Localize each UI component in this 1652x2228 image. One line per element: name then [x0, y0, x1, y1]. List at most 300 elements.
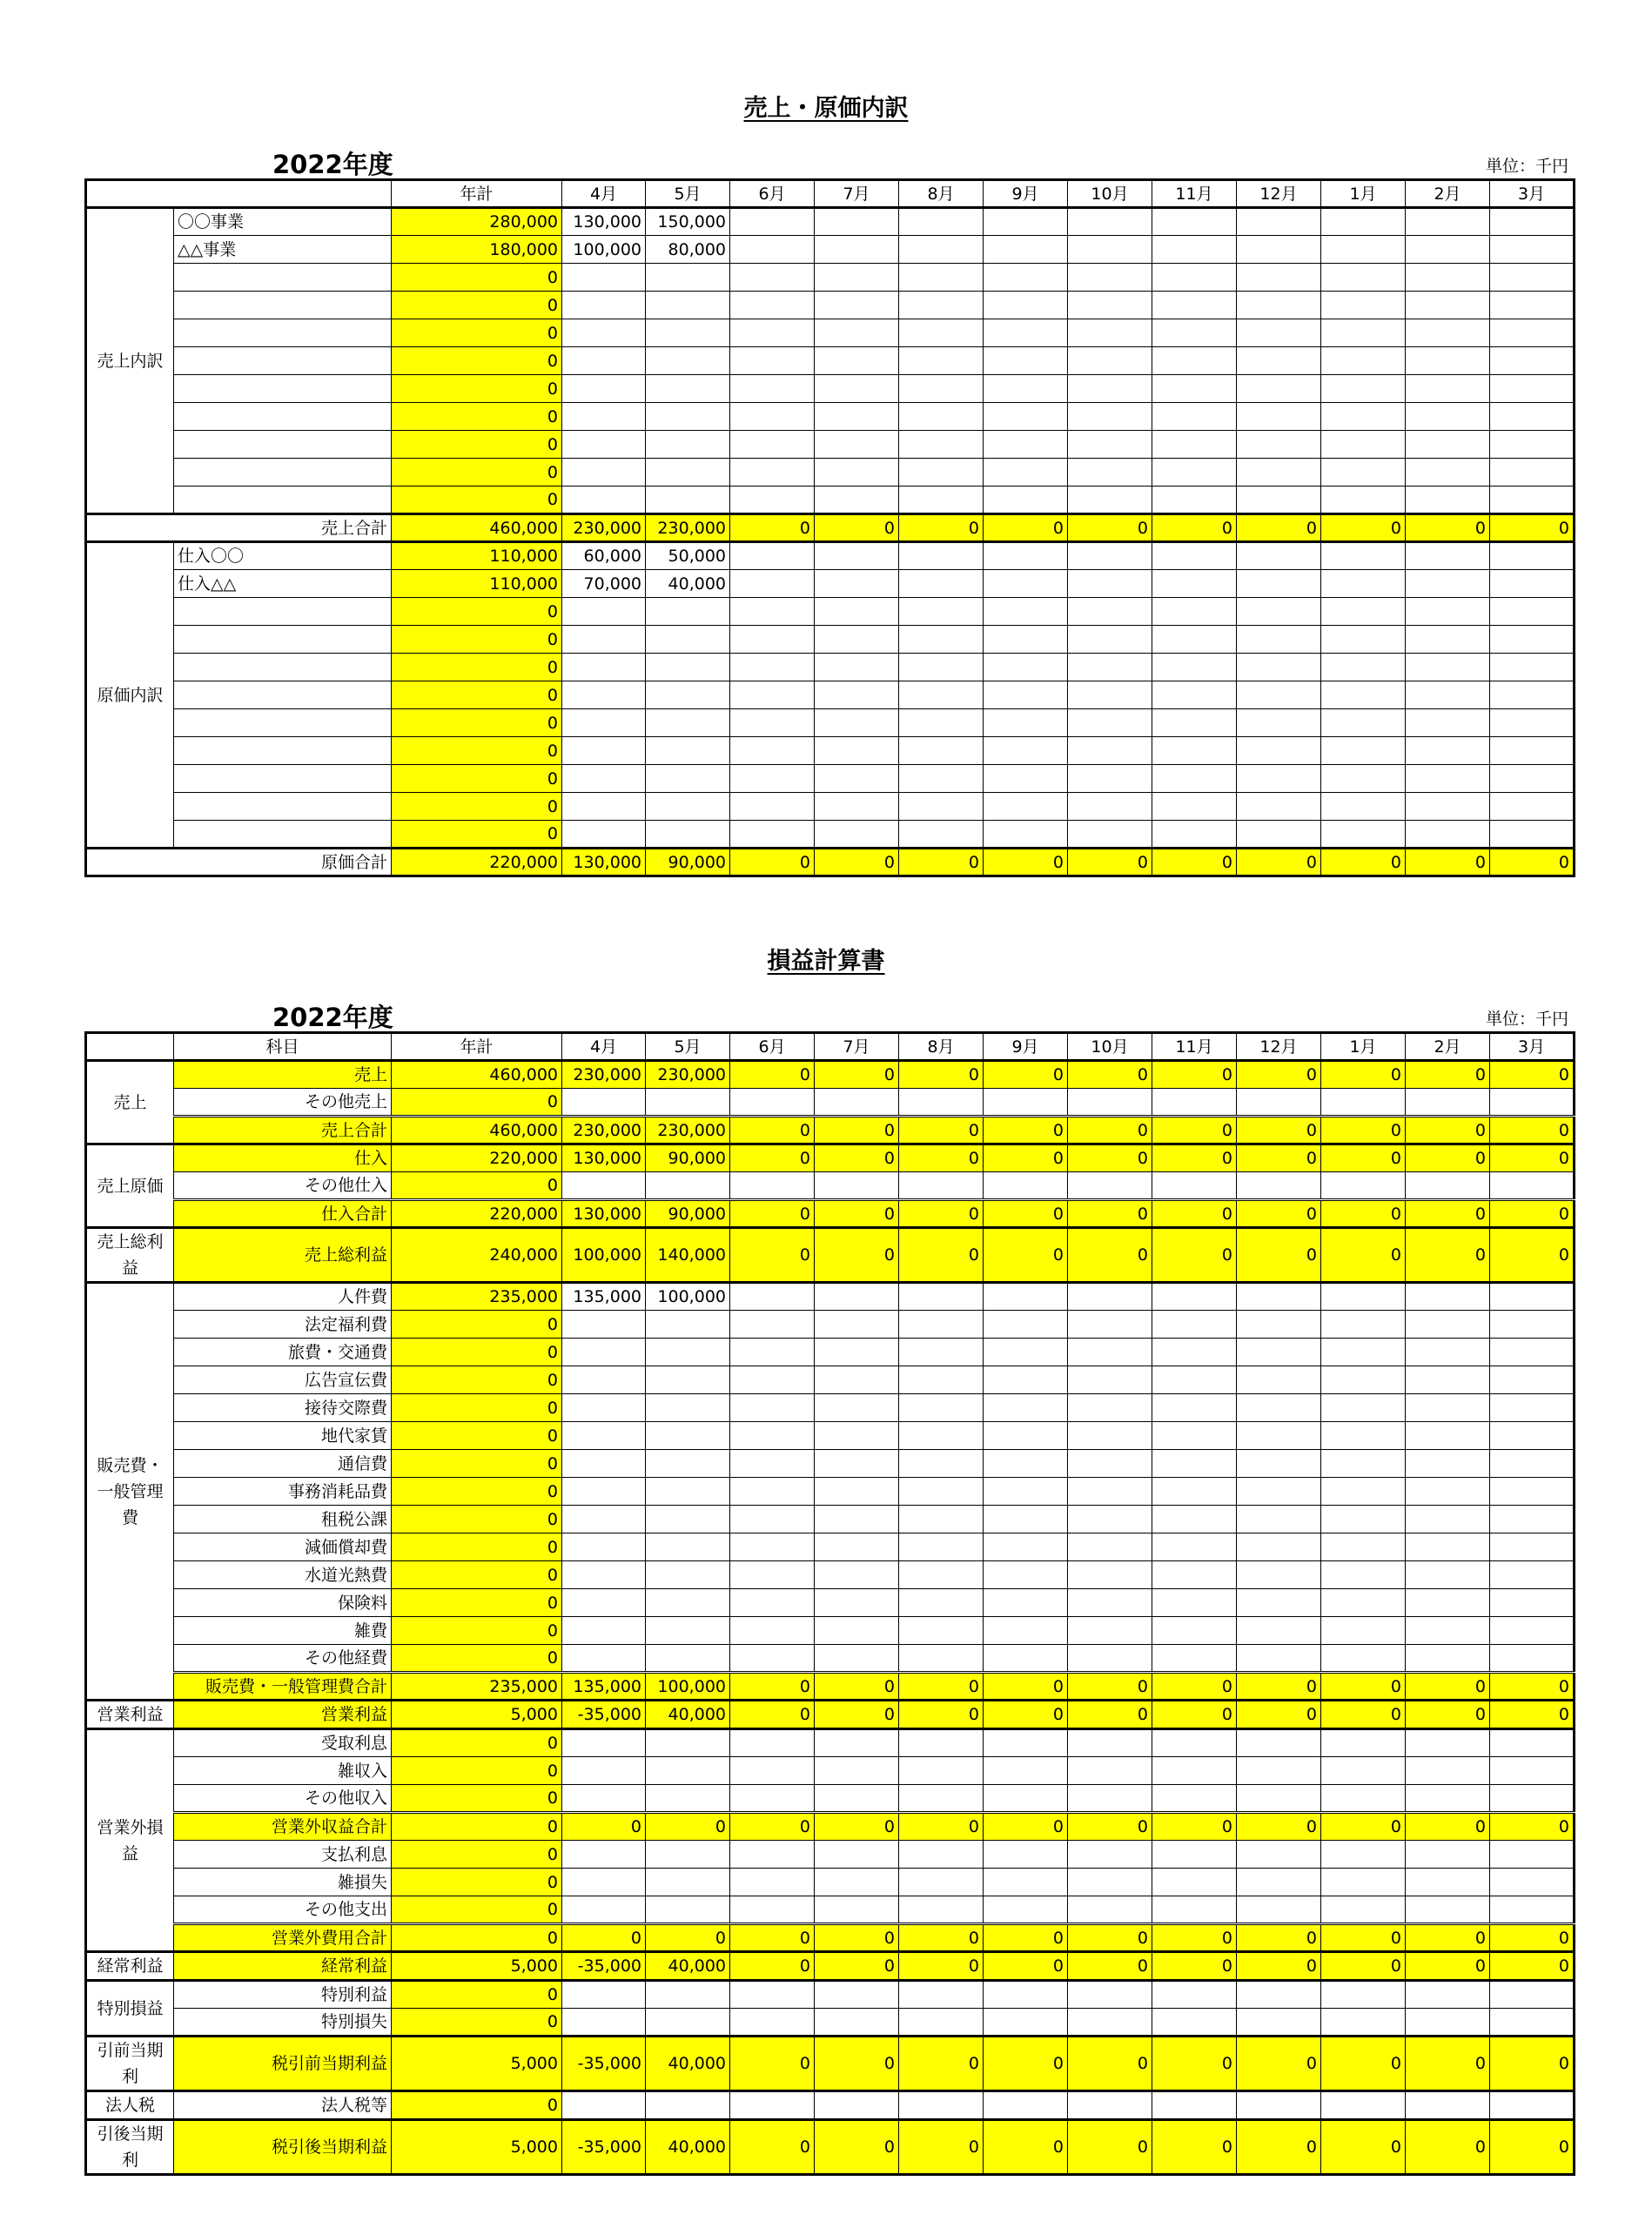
annual-total: 5,000	[392, 1952, 562, 1981]
month-value	[1068, 737, 1152, 765]
month-value	[815, 292, 899, 319]
month-value	[1237, 1533, 1321, 1561]
month-value: 0	[730, 2037, 815, 2091]
month-value	[1068, 570, 1152, 598]
item-label: 接待交際費	[174, 1394, 392, 1422]
column-header: 12月	[1237, 180, 1321, 208]
month-value	[1321, 1645, 1406, 1673]
month-value	[1321, 1729, 1406, 1757]
month-value	[1068, 1506, 1152, 1533]
annual-total: 0	[392, 487, 562, 514]
month-value	[646, 1869, 730, 1896]
month-value: 0	[1237, 1924, 1321, 1952]
month-value	[899, 2009, 984, 2037]
month-value: 0	[1490, 514, 1575, 542]
month-value	[1152, 598, 1237, 626]
month-value	[646, 487, 730, 514]
month-value	[984, 1757, 1068, 1785]
table-row	[86, 1089, 1575, 1117]
month-value	[899, 570, 984, 598]
month-value	[1321, 709, 1406, 737]
pl-title: 損益計算書	[767, 948, 885, 975]
month-value	[899, 347, 984, 375]
month-value	[899, 542, 984, 570]
month-value	[646, 1089, 730, 1117]
item-label: 広告宣伝費	[174, 1366, 392, 1394]
month-value	[815, 208, 899, 236]
month-value: 230,000	[562, 1061, 646, 1089]
month-value	[1490, 1478, 1575, 1506]
item-label	[174, 793, 392, 821]
month-value	[1237, 654, 1321, 681]
month-value	[1406, 1757, 1490, 1785]
table-row	[86, 264, 1575, 292]
month-value: 0	[1068, 1813, 1152, 1841]
month-value: 0	[1406, 2120, 1490, 2175]
month-value	[1068, 1617, 1152, 1645]
month-value	[1152, 681, 1237, 709]
month-value	[899, 1617, 984, 1645]
month-value	[562, 737, 646, 765]
month-value	[1237, 793, 1321, 821]
month-value	[1406, 821, 1490, 849]
month-value	[899, 793, 984, 821]
column-header: 1月	[1321, 1033, 1406, 1061]
month-value	[1490, 821, 1575, 849]
month-value	[1068, 1896, 1152, 1924]
month-value	[1237, 292, 1321, 319]
month-value	[646, 292, 730, 319]
month-value	[815, 1450, 899, 1478]
annual-total: 0	[392, 1172, 562, 1200]
month-value: 0	[1490, 1701, 1575, 1729]
month-value	[646, 1339, 730, 1366]
item-label: 税引前当期利益	[174, 2037, 392, 2091]
month-value	[1490, 1422, 1575, 1450]
month-value	[562, 1506, 646, 1533]
month-value	[646, 1422, 730, 1450]
month-value	[562, 598, 646, 626]
month-value	[646, 793, 730, 821]
month-value	[730, 403, 815, 431]
month-value: 100,000	[646, 1673, 730, 1701]
table-row	[86, 1813, 1575, 1841]
table-row	[86, 821, 1575, 849]
month-value	[899, 1506, 984, 1533]
table-row	[86, 1645, 1575, 1673]
month-value	[646, 2091, 730, 2120]
month-value	[1490, 598, 1575, 626]
column-header: 11月	[1152, 1033, 1237, 1061]
month-value	[1152, 1561, 1237, 1589]
month-value	[1068, 1589, 1152, 1617]
item-label: 減価償却費	[174, 1533, 392, 1561]
month-value	[1490, 2091, 1575, 2120]
annual-total: 0	[392, 347, 562, 375]
column-header: 8月	[899, 1033, 984, 1061]
table-row	[86, 208, 1575, 236]
annual-total: 235,000	[392, 1673, 562, 1701]
month-value: 0	[1321, 1673, 1406, 1701]
month-value	[1068, 1450, 1152, 1478]
month-value	[730, 737, 815, 765]
annual-total: 0	[392, 1478, 562, 1506]
annual-total: 235,000	[392, 1283, 562, 1311]
month-value	[1490, 1617, 1575, 1645]
month-value	[1152, 1896, 1237, 1924]
month-value	[1406, 403, 1490, 431]
month-value: 100,000	[562, 236, 646, 264]
month-value	[984, 1422, 1068, 1450]
month-value	[899, 1422, 984, 1450]
month-value	[1406, 2009, 1490, 2037]
month-value	[1321, 1394, 1406, 1422]
month-value: 230,000	[646, 514, 730, 542]
month-value	[1490, 375, 1575, 403]
month-value: 0	[1490, 2120, 1575, 2175]
month-value	[1490, 264, 1575, 292]
month-value	[646, 1785, 730, 1813]
month-value: 0	[1406, 2037, 1490, 2091]
month-value	[562, 2091, 646, 2120]
month-value: 90,000	[646, 1144, 730, 1172]
month-value: 0	[1406, 1813, 1490, 1841]
month-value	[1406, 681, 1490, 709]
month-value: 230,000	[646, 1061, 730, 1089]
month-value	[1237, 737, 1321, 765]
header-row	[86, 1033, 1575, 1061]
month-value	[646, 459, 730, 487]
month-value	[984, 765, 1068, 793]
month-value	[984, 793, 1068, 821]
item-label: 支払利息	[174, 1841, 392, 1869]
month-value	[984, 1729, 1068, 1757]
month-value: 0	[1068, 1144, 1152, 1172]
month-value: 0	[730, 514, 815, 542]
month-value: 0	[1321, 1144, 1406, 1172]
month-value	[815, 403, 899, 431]
month-value	[1490, 403, 1575, 431]
month-value: 0	[984, 849, 1068, 876]
month-value	[815, 1089, 899, 1117]
month-value	[1321, 1311, 1406, 1339]
annual-total: 0	[392, 821, 562, 849]
month-value	[1490, 737, 1575, 765]
table-row	[86, 1283, 1575, 1311]
month-value	[899, 1981, 984, 2009]
month-value	[1406, 1533, 1490, 1561]
month-value	[1152, 1506, 1237, 1533]
column-header: 2月	[1406, 180, 1490, 208]
month-value	[1068, 1981, 1152, 2009]
month-value	[1490, 654, 1575, 681]
month-value	[730, 1311, 815, 1339]
annual-total: 0	[392, 1450, 562, 1478]
month-value	[984, 264, 1068, 292]
month-value	[730, 1785, 815, 1813]
month-value: 0	[984, 1813, 1068, 1841]
month-value	[984, 1478, 1068, 1506]
month-value	[1152, 1089, 1237, 1117]
month-value: 60,000	[562, 542, 646, 570]
month-value	[1406, 1283, 1490, 1311]
month-value	[730, 292, 815, 319]
month-value	[899, 1450, 984, 1478]
column-header: 7月	[815, 1033, 899, 1061]
month-value: 0	[646, 1924, 730, 1952]
month-value	[562, 319, 646, 347]
month-value: 40,000	[646, 1701, 730, 1729]
month-value	[899, 1339, 984, 1366]
item-label: 特別利益	[174, 1981, 392, 2009]
annual-total: 0	[392, 1869, 562, 1896]
month-value: 0	[730, 1228, 815, 1283]
month-value	[1068, 1757, 1152, 1785]
month-value: 90,000	[646, 849, 730, 876]
month-value	[1237, 1785, 1321, 1813]
month-value: 0	[1406, 1144, 1490, 1172]
month-value	[730, 542, 815, 570]
month-value	[730, 1561, 815, 1589]
month-value	[1490, 347, 1575, 375]
month-value	[1068, 1841, 1152, 1869]
table-row	[86, 1561, 1575, 1589]
month-value	[815, 1841, 899, 1869]
month-value: 0	[815, 1813, 899, 1841]
month-value: 0	[1152, 1813, 1237, 1841]
month-value: 0	[1237, 514, 1321, 542]
month-value: 100,000	[646, 1283, 730, 1311]
month-value	[730, 681, 815, 709]
column-header: 年計	[392, 180, 562, 208]
category-label: 引前当期利	[86, 2037, 174, 2091]
month-value	[646, 709, 730, 737]
month-value	[1152, 709, 1237, 737]
annual-total: 0	[392, 1841, 562, 1869]
month-value	[1237, 1617, 1321, 1645]
month-value	[562, 487, 646, 514]
item-label: その他売上	[174, 1089, 392, 1117]
table-row	[86, 1701, 1575, 1729]
month-value	[562, 347, 646, 375]
month-value: 0	[1321, 1952, 1406, 1981]
month-value	[646, 654, 730, 681]
month-value	[1321, 487, 1406, 514]
annual-total: 5,000	[392, 2037, 562, 2091]
month-value	[562, 1841, 646, 1869]
month-value	[1237, 236, 1321, 264]
month-value	[815, 1478, 899, 1506]
month-value	[1490, 542, 1575, 570]
month-value	[1068, 487, 1152, 514]
annual-total: 0	[392, 1561, 562, 1589]
month-value	[562, 1089, 646, 1117]
month-value	[730, 1394, 815, 1422]
month-value	[562, 626, 646, 654]
month-value	[815, 319, 899, 347]
month-value	[1068, 431, 1152, 459]
month-value	[815, 2009, 899, 2037]
column-header: 4月	[562, 1033, 646, 1061]
month-value	[1406, 709, 1490, 737]
month-value: 0	[730, 2120, 815, 2175]
month-value	[1237, 1506, 1321, 1533]
month-value	[1068, 1366, 1152, 1394]
month-value	[1406, 1617, 1490, 1645]
month-value	[1321, 208, 1406, 236]
annual-total: 0	[392, 598, 562, 626]
month-value: 0	[1321, 1200, 1406, 1228]
month-value	[1152, 1172, 1237, 1200]
month-value	[646, 737, 730, 765]
month-value: 130,000	[562, 849, 646, 876]
month-value: 0	[815, 1952, 899, 1981]
month-value	[646, 347, 730, 375]
month-value	[815, 570, 899, 598]
month-value	[730, 1617, 815, 1645]
month-value: 40,000	[646, 1952, 730, 1981]
month-value: 0	[1406, 1952, 1490, 1981]
month-value	[730, 347, 815, 375]
annual-total: 0	[392, 765, 562, 793]
month-value	[1068, 1089, 1152, 1117]
month-value	[1406, 375, 1490, 403]
column-header: 9月	[984, 1033, 1068, 1061]
month-value	[1237, 1561, 1321, 1589]
month-value	[1321, 681, 1406, 709]
month-value	[1152, 1422, 1237, 1450]
month-value: 0	[899, 1673, 984, 1701]
column-header: 6月	[730, 180, 815, 208]
month-value	[1152, 292, 1237, 319]
month-value	[1068, 2091, 1152, 2120]
category-label: 売上原価	[86, 1144, 174, 1228]
month-value	[1490, 626, 1575, 654]
month-value	[899, 1283, 984, 1311]
month-value: 130,000	[562, 208, 646, 236]
month-value	[1490, 1172, 1575, 1200]
annual-total: 0	[392, 1645, 562, 1673]
month-value: 0	[730, 1144, 815, 1172]
month-value	[899, 487, 984, 514]
month-value: 0	[1237, 2037, 1321, 2091]
month-value	[730, 431, 815, 459]
annual-total: 0	[392, 626, 562, 654]
category-label: 法人税	[86, 2091, 174, 2120]
item-label	[174, 626, 392, 654]
month-value: 0	[730, 1117, 815, 1144]
month-value	[1490, 1366, 1575, 1394]
month-value	[1321, 292, 1406, 319]
month-value	[1068, 598, 1152, 626]
month-value: 0	[1237, 1061, 1321, 1089]
month-value	[1406, 765, 1490, 793]
month-value	[899, 1394, 984, 1422]
item-label	[174, 459, 392, 487]
month-value: 0	[1321, 1061, 1406, 1089]
month-value	[1068, 208, 1152, 236]
item-label: 経常利益	[174, 1952, 392, 1981]
month-value	[1406, 264, 1490, 292]
month-value	[1406, 2091, 1490, 2120]
month-value	[815, 1645, 899, 1673]
month-value	[646, 2009, 730, 2037]
month-value	[1321, 1089, 1406, 1117]
month-value	[1490, 1311, 1575, 1339]
month-value	[815, 1896, 899, 1924]
month-value	[646, 403, 730, 431]
month-value: 0	[1068, 2120, 1152, 2175]
month-value: 0	[1068, 849, 1152, 876]
annual-total: 0	[392, 2009, 562, 2037]
table-row	[86, 1200, 1575, 1228]
month-value: 0	[1237, 2120, 1321, 2175]
month-value: 230,000	[646, 1117, 730, 1144]
month-value	[815, 737, 899, 765]
month-value	[899, 431, 984, 459]
month-value: 0	[1406, 1117, 1490, 1144]
month-value	[1237, 1450, 1321, 1478]
month-value	[815, 1311, 899, 1339]
month-value	[815, 542, 899, 570]
month-value	[815, 1729, 899, 1757]
month-value	[1237, 459, 1321, 487]
month-value	[984, 1981, 1068, 2009]
month-value	[815, 1785, 899, 1813]
category-label: 売上内訳	[86, 208, 174, 514]
table-row	[86, 1896, 1575, 1924]
table-row	[86, 1869, 1575, 1896]
month-value: 0	[1490, 1061, 1575, 1089]
item-label: 雑費	[174, 1617, 392, 1645]
month-value	[1490, 1089, 1575, 1117]
item-label: 営業利益	[174, 1701, 392, 1729]
month-value	[1152, 1394, 1237, 1422]
month-value	[1068, 1869, 1152, 1896]
month-value	[1152, 1729, 1237, 1757]
item-label	[174, 709, 392, 737]
month-value: 0	[1490, 1144, 1575, 1172]
month-value	[1237, 347, 1321, 375]
month-value: 0	[1152, 1952, 1237, 1981]
annual-total: 0	[392, 1757, 562, 1785]
month-value	[1490, 570, 1575, 598]
month-value: 0	[815, 1673, 899, 1701]
month-value	[1321, 793, 1406, 821]
month-value: 0	[730, 1701, 815, 1729]
month-value	[1490, 1785, 1575, 1813]
month-value	[1068, 347, 1152, 375]
month-value	[815, 626, 899, 654]
month-value	[1406, 1729, 1490, 1757]
month-value	[646, 1506, 730, 1533]
month-value	[1237, 431, 1321, 459]
month-value	[646, 1394, 730, 1422]
month-value	[1068, 821, 1152, 849]
month-value	[815, 1172, 899, 1200]
month-value	[1406, 1981, 1490, 2009]
month-value	[1152, 765, 1237, 793]
month-value	[1490, 1283, 1575, 1311]
month-value	[730, 459, 815, 487]
annual-total: 5,000	[392, 1701, 562, 1729]
month-value	[646, 765, 730, 793]
month-value	[815, 709, 899, 737]
annual-total: 5,000	[392, 2120, 562, 2175]
item-label: その他収入	[174, 1785, 392, 1813]
item-label: 保険料	[174, 1589, 392, 1617]
item-label: 特別損失	[174, 2009, 392, 2037]
